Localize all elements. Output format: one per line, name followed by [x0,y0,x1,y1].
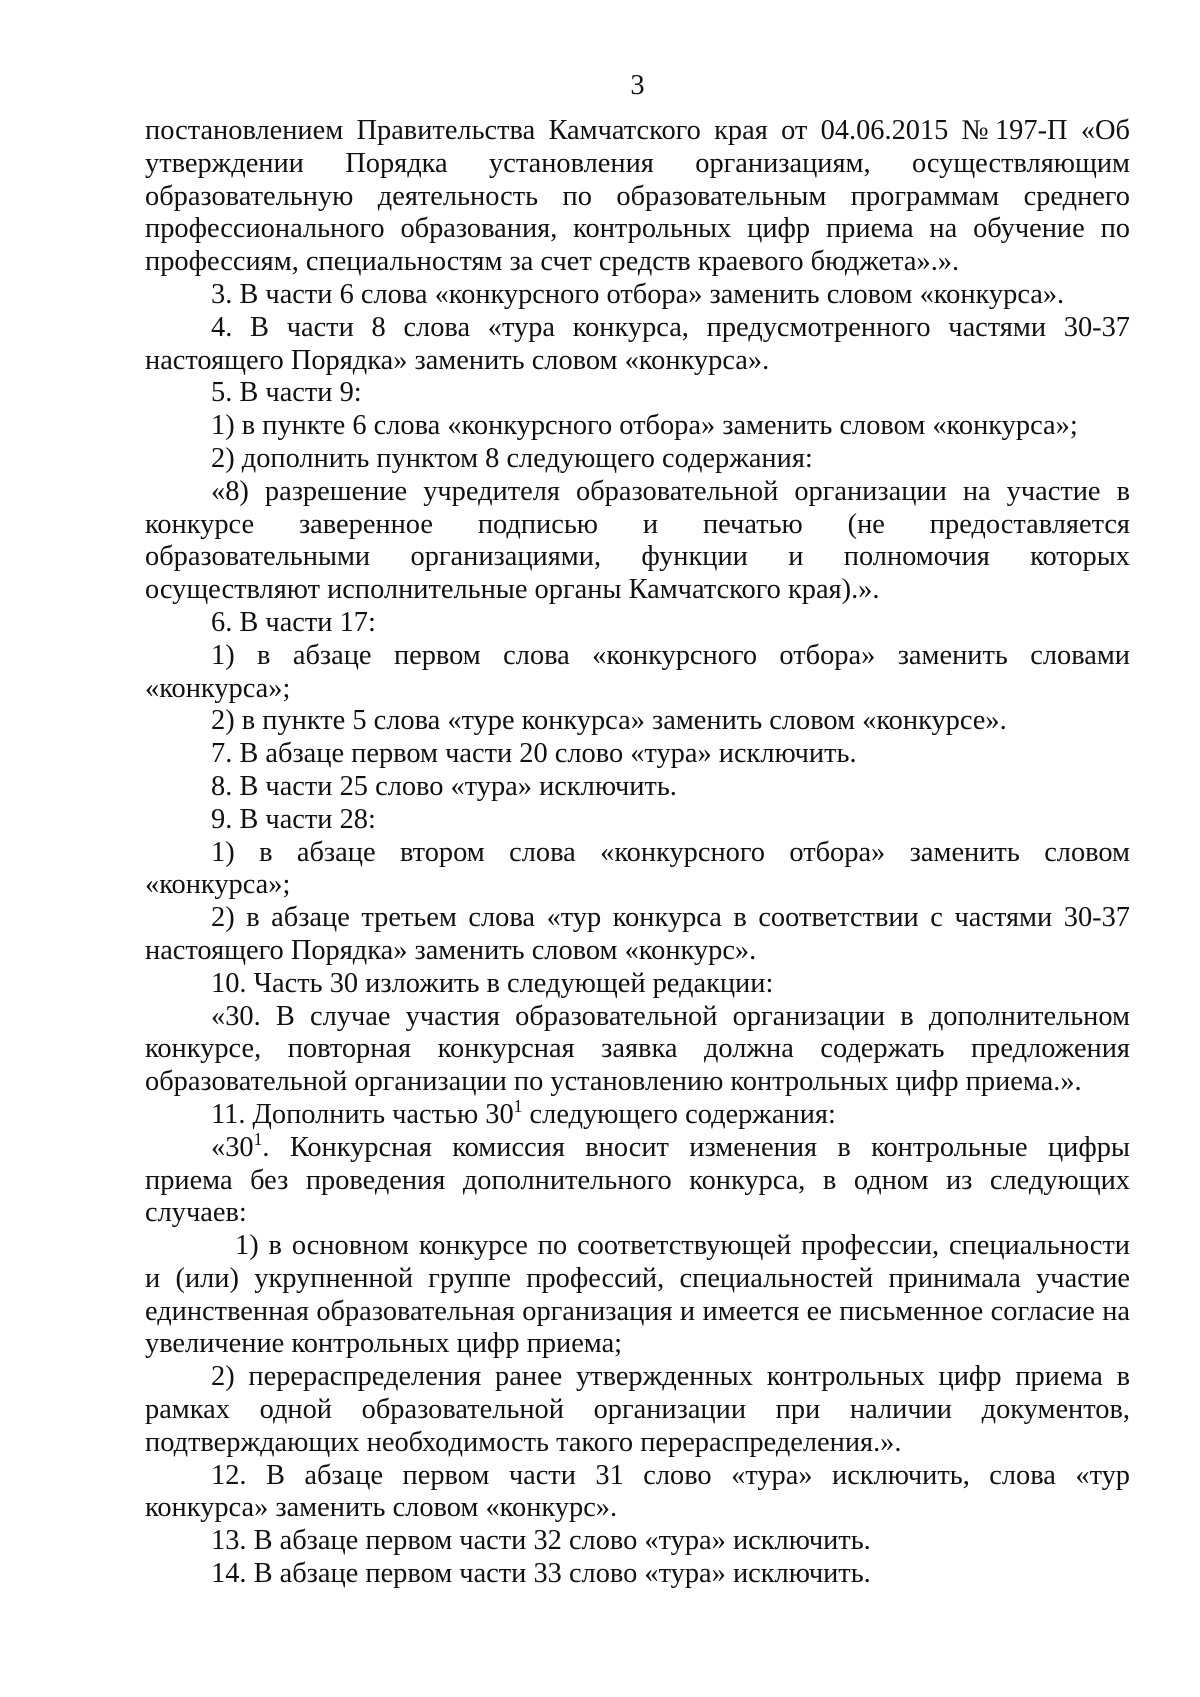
superscript-1: 1 [513,1096,523,1116]
paragraph-item-5-sub-1: 1) в пункте 6 слова «конкурсного отбора» заменить словом «конкурса»; [211,410,1078,442]
document-body [145,115,1130,1591]
paragraph-quote-part-30-1 [145,1128,1130,1230]
paragraph-item-5-sub-2: 2) дополнить пунктом 8 следующего содержания: [211,442,813,474]
paragraph-quote-part-30-1-after: . Конкурсная комиссия вносит изменения в контрольные цифры приема без проведения дополнительного конкурса, в одном из следующих случаев: [145,1131,1130,1229]
paragraph-item-11-after: следующего содержания: [522,1098,836,1130]
paragraph-item-9-sub-1: 1) в абзаце втором слова «конкурсного отбора» заменить словом «конкурса»; [145,836,1130,901]
paragraph-item-12: 12. В абзаце первом части 31 слово «тура» исключить, слова «тур конкурса» заменить словом «конкурс». [145,1459,1130,1524]
paragraph-case-2: 2) перераспределения ранее утвержденных контрольных цифр приема в рамках одной образовательной организации при наличии документов, подтверждающих необходимость такого перераспределения.». [145,1361,1130,1458]
paragraph-case-1: 1) в основном конкурсе по соответствующей профессии, специальности и (или) укрупненной группе профессий, специальностей принимала участие единственная образовательная организация и имеется ее письменное согласие на увеличение контрольных цифр приема; [145,1230,1130,1360]
paragraph-item-7: 7. В абзаце первом части 20 слово «тура» исключить. [211,738,857,770]
paragraph-item-13: 13. В абзаце первом части 32 слово «тура» исключить. [211,1525,871,1557]
page-number: 3 [630,70,645,101]
paragraph-decree-reference: постановлением Правительства Камчатского края от 04.06.2015 №197-П «Об утверждении Порядка установления организациям, осуществляющим образовательную деятельность по образовательным программам среднего профессионального образования, контрольных цифр приема на обучение по профессиям, специальностям за счет средств краевого бюджета».». [145,115,1130,278]
paragraph-item-6-sub-1: 1) в абзаце первом слова «конкурсного отбора» заменить словами «конкурса»; [145,639,1130,704]
paragraph-quote-part-30-1-before: «30 [211,1131,254,1163]
paragraph-item-10: 10. Часть 30 изложить в следующей редакции: [211,967,774,999]
paragraph-item-8: 8. В части 25 слово «тура» исключить. [211,770,677,802]
paragraph-item-6: 6. В части 17: [211,606,376,638]
paragraph-item-11-before: 11. Дополнить частью 30 [211,1098,514,1130]
paragraph-item-4: 4. В части 8 слова «тура конкурса, предусмотренного частями 30-37 настоящего Порядка» заменить словом «конкурса». [145,311,1130,376]
paragraph-item-5: 5. В части 9: [211,377,362,409]
paragraph-item-9-sub-2: 2) в абзаце третьем слова «тур конкурса в соответствии с частями 30-37 настоящего Порядка» заменить словом «конкурс». [145,902,1130,966]
paragraph-item-11 [145,1096,1130,1132]
paragraph-item-3: 3. В части 6 слова «конкурсного отбора» заменить словом «конкурса». [211,278,1065,310]
paragraph-item-14: 14. В абзаце первом части 33 слово «тура» исключить. [211,1558,871,1590]
paragraph-quote-part-30: «30. В случае участия образовательной организации в дополнительном конкурсе, повторная конкурсная заявка должна содержать предложения образовательной организации по установлению контрольных цифр приема.». [145,1000,1130,1098]
paragraph-item-9: 9. В части 28: [211,803,376,835]
paragraph-item-6-sub-2: 2) в пункте 5 слова «туре конкурса» заменить словом «конкурсе». [211,705,1007,737]
superscript-1: 1 [253,1128,263,1149]
paragraph-quote-point-8: «8) разрешение учредителя образовательной организации на участие в конкурсе заверенное подписью и печатью (не предоставляется образовательными организациями, функции и полномочия которых осуществляют исполнительные органы Камчатского края).». [145,475,1130,606]
